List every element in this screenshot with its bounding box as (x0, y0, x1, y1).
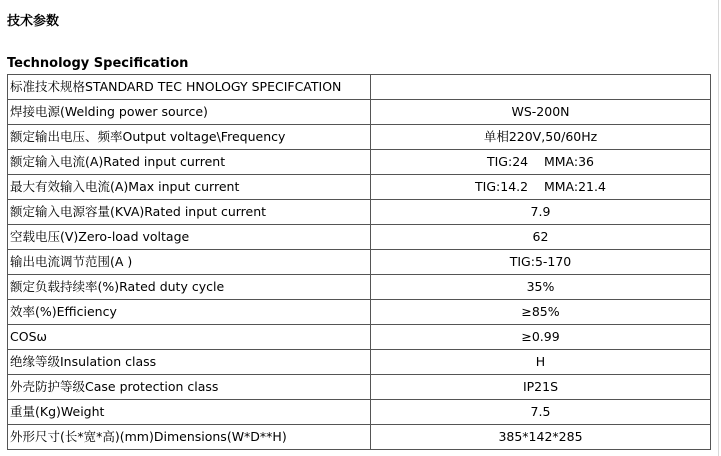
row-value: IP21S (371, 375, 711, 400)
row-value: ≥0.99 (371, 325, 711, 350)
row-value: WS-200N (371, 100, 711, 125)
row-label: 输出电流调节范围(A ) (8, 250, 371, 275)
row-value: 62 (371, 225, 711, 250)
row-value: 385*142*285 (371, 425, 711, 450)
row-label: 重量(Kg)Weight (8, 400, 371, 425)
table-row (8, 425, 711, 450)
row-label: 额定输入电源容量(KVA)Rated input current (8, 200, 371, 225)
row-label: 焊接电源(Welding power source) (8, 100, 371, 125)
row-label: 空载电压(V)Zero-load voltage (8, 225, 371, 250)
table-row (8, 350, 711, 375)
table-row (8, 375, 711, 400)
row-value: ≥85% (371, 300, 711, 325)
table-row (8, 150, 711, 175)
table-row (8, 300, 711, 325)
table-row (8, 400, 711, 425)
section-heading-english: Technology Specification (7, 56, 189, 71)
table-row (8, 100, 711, 125)
table-row (8, 225, 711, 250)
row-label: 外壳防护等级Case protection class (8, 375, 371, 400)
spec-table-body (8, 75, 711, 450)
row-value: 7.9 (371, 200, 711, 225)
row-label: 绝缘等级Insulation class (8, 350, 371, 375)
row-value: 7.5 (371, 400, 711, 425)
table-row (8, 250, 711, 275)
row-label: 额定输入电流(A)Rated input current (8, 150, 371, 175)
table-row (8, 325, 711, 350)
row-label: 标准技术规格STANDARD TEC HNOLOGY SPECIFCATION (8, 75, 371, 100)
row-label: COSω (8, 325, 371, 350)
row-label: 额定输出电压、频率Output voltage\Frequency (8, 125, 371, 150)
row-value: TIG:5-170 (371, 250, 711, 275)
table-row (8, 275, 711, 300)
row-value: H (371, 350, 711, 375)
row-label: 额定负载持续率(%)Rated duty cycle (8, 275, 371, 300)
row-value (371, 75, 711, 100)
row-value: TIG:14.2 MMA:21.4 (371, 175, 711, 200)
row-label: 外形尺寸(长*宽*高)(mm)Dimensions(W*D**H) (8, 425, 371, 450)
row-label: 最大有效输入电流(A)Max input current (8, 175, 371, 200)
table-row (8, 75, 711, 100)
table-row (8, 200, 711, 225)
table-row (8, 125, 711, 150)
row-value: 单相220V,50/60Hz (371, 125, 711, 150)
table-row (8, 175, 711, 200)
row-value: TIG:24 MMA:36 (371, 150, 711, 175)
page-edge-divider (718, 0, 719, 456)
row-value: 35% (371, 275, 711, 300)
section-heading-chinese: 技术参数 (7, 14, 60, 29)
spec-table (7, 74, 711, 450)
row-label: 效率(%)Efficiency (8, 300, 371, 325)
